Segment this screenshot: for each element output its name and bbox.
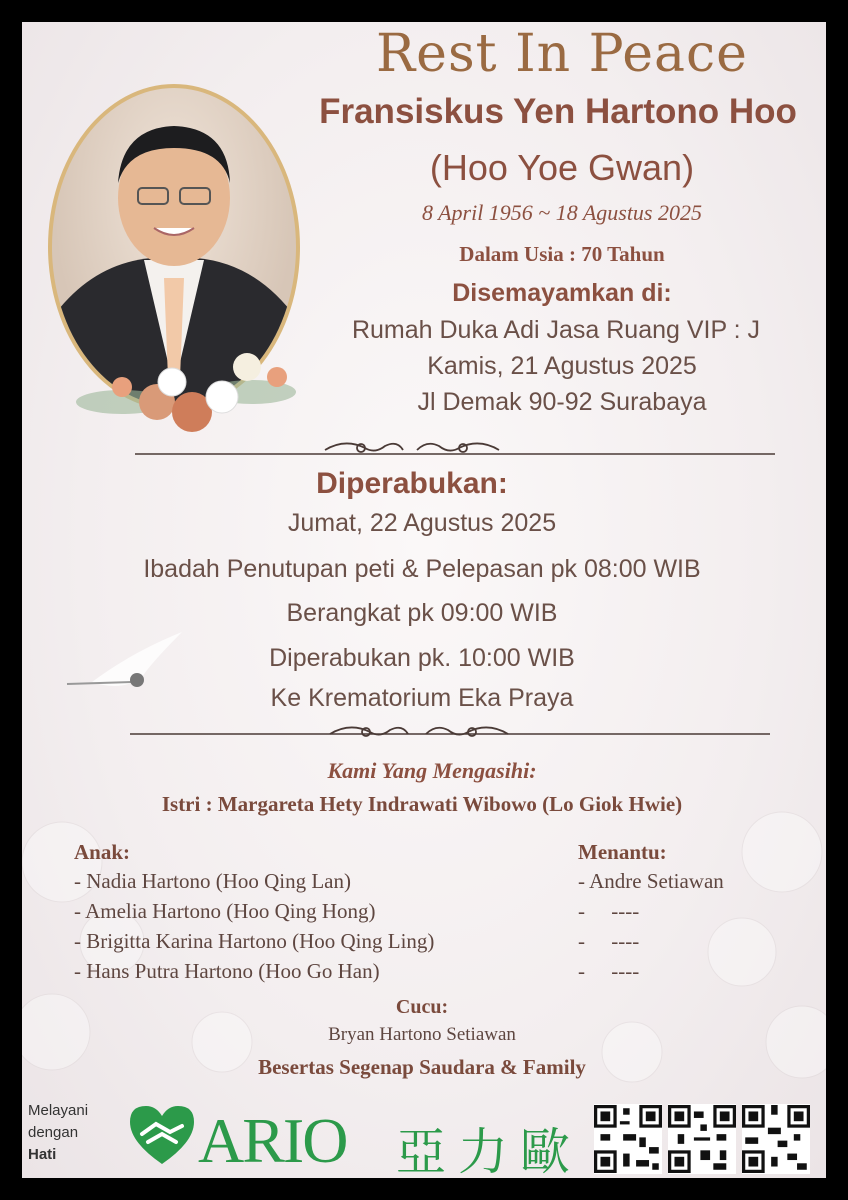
life-dates: 8 April 1956 ~ 18 Agustus 2025	[421, 200, 702, 225]
child-item: - Amelia Hartono (Hoo Qing Hong)	[74, 899, 376, 923]
inlaw-item: - ----	[578, 929, 640, 953]
cremation-event: Ibadah Penutupan peti & Pelepasan pk 08:00 WIB	[143, 555, 701, 583]
slogan-line: dengan	[28, 1124, 79, 1141]
cremation-event: Ke Krematorium Eka Praya	[270, 684, 574, 712]
ornamental-divider	[135, 438, 775, 466]
children-heading: Anak:	[74, 840, 131, 864]
rest-in-peace-title: Rest In Peace	[376, 24, 748, 84]
flower-bouquet-decoration	[62, 342, 302, 452]
inlaw-item: - Andre Setiawan	[578, 869, 724, 893]
deceased-alias: (Hoo Yoe Gwan)	[429, 147, 695, 188]
inlaws-heading: Menantu:	[578, 840, 667, 864]
obituary-poster	[22, 22, 826, 1178]
wake-heading: Disemayamkan di:	[452, 279, 672, 307]
age-text: Dalam Usia : 70 Tahun	[459, 242, 665, 266]
handshake-heart-icon	[126, 1102, 198, 1168]
qr-code-icon[interactable]	[742, 1104, 810, 1174]
grandchild-name: Bryan Hartono Setiawan	[328, 1024, 516, 1045]
child-item: - Hans Putra Hartono (Hoo Go Han)	[74, 959, 380, 983]
slogan-line: Hati	[28, 1146, 57, 1163]
cremation-heading: Diperabukan:	[316, 467, 508, 500]
closing-line: Besertas Segenap Saudara & Family	[258, 1055, 586, 1079]
child-item: - Nadia Hartono (Hoo Qing Lan)	[74, 869, 351, 893]
grandchildren-heading: Cucu:	[395, 996, 449, 1018]
cremation-date: Jumat, 22 Agustus 2025	[287, 509, 557, 537]
cremation-event: Diperabukan pk. 10:00 WIB	[269, 644, 575, 672]
child-item: - Brigitta Karina Hartono (Hoo Qing Ling)	[74, 929, 435, 953]
qr-code-icon[interactable]	[594, 1104, 662, 1174]
ornamental-divider	[130, 722, 770, 750]
brand-logo-text: ARIO	[198, 1105, 347, 1176]
qr-code-icon[interactable]	[668, 1104, 736, 1174]
wake-address: Jl Demak 90-92 Surabaya	[417, 388, 707, 416]
deceased-name: Fransiskus Yen Hartono Hoo	[319, 92, 797, 131]
wake-date: Kamis, 21 Agustus 2025	[427, 352, 697, 380]
family-heading: Kami Yang Mengasihi:	[327, 758, 537, 783]
brand-logo-chinese: 亞力歐	[396, 1123, 582, 1178]
slogan-line: Melayani	[28, 1102, 89, 1119]
wake-place: Rumah Duka Adi Jasa Ruang VIP : J	[351, 316, 761, 344]
inlaw-item: - ----	[578, 899, 640, 923]
wife-name: Istri : Margareta Hety Indrawati Wibowo (Lo Giok Hwie)	[161, 792, 683, 816]
cremation-event: Berangkat pk 09:00 WIB	[286, 599, 558, 627]
inlaw-item: - ----	[578, 959, 640, 983]
